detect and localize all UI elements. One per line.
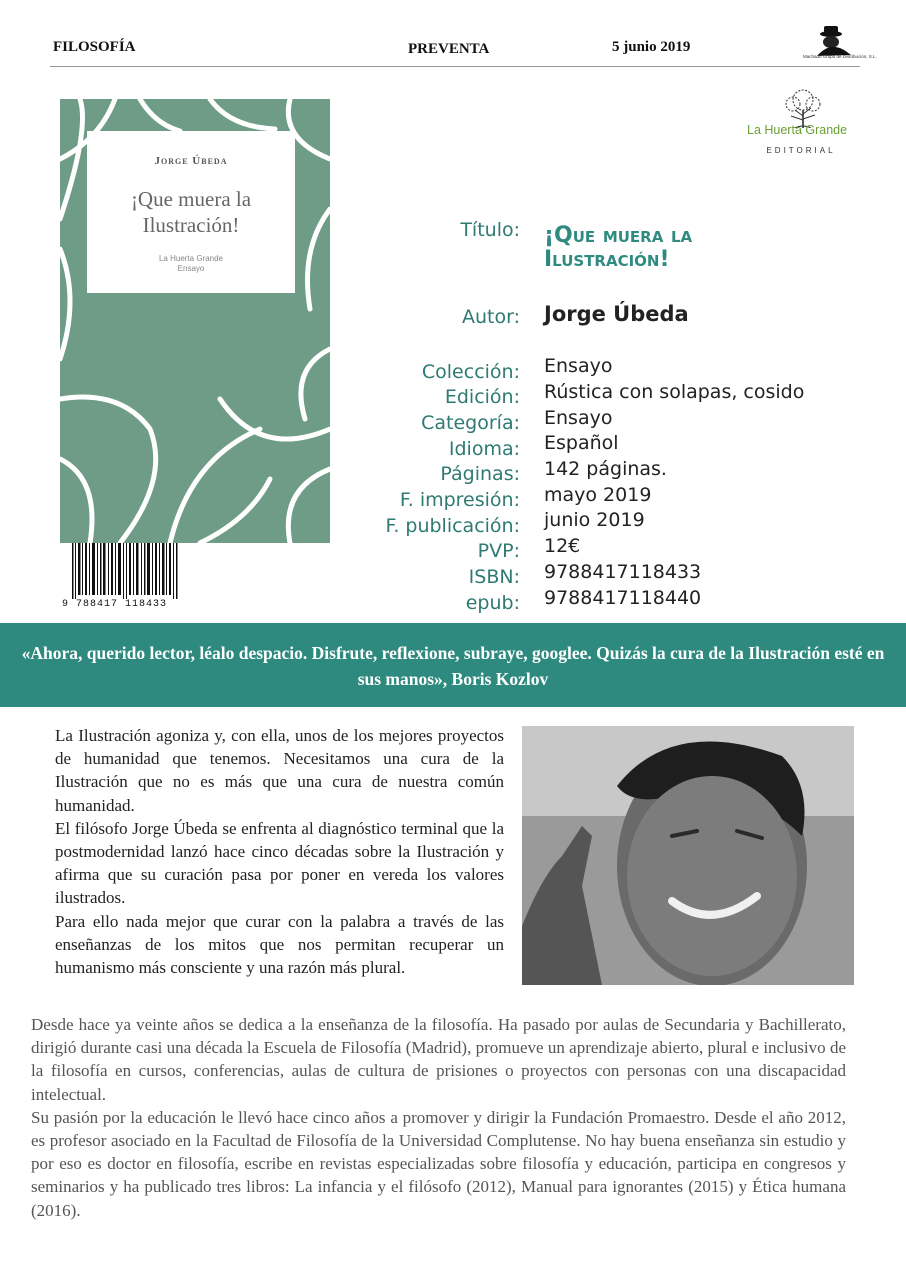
isbn-label: ISBN: xyxy=(468,566,520,588)
cover-publisher xyxy=(87,254,295,274)
cover-collection: Ensayo xyxy=(177,264,205,273)
quote-banner xyxy=(0,623,906,707)
edition-label: Edición: xyxy=(444,386,520,408)
cover-title: ¡Que muera la Ilustración! xyxy=(130,187,252,237)
title-value: ¡Que muera la Ilustración! xyxy=(544,223,693,272)
header-rule xyxy=(50,66,860,67)
collection-value: Ensayo xyxy=(544,355,613,377)
author-bio xyxy=(31,1013,846,1222)
publication-date-label: F. publicación: xyxy=(385,515,520,537)
publisher-logo xyxy=(745,86,860,162)
cover-label-box xyxy=(87,131,295,293)
pages-label: Páginas: xyxy=(440,463,520,485)
category-label: Categoría: xyxy=(421,412,520,434)
publication-date-value: junio 2019 xyxy=(544,509,645,531)
description-paragraph: La Ilustración agoniza y, con ella, unos de los mejores proyectos de humanidad que tenemos. Necesitamos una cura de la Ilustración que no es más que una cura de nuestra común humanidad. xyxy=(55,726,504,815)
language-label: Idioma: xyxy=(448,438,520,460)
distributor-logo xyxy=(803,22,877,64)
description-paragraph: El filósofo Jorge Úbeda se enfrenta al diagnóstico terminal que la postmodernidad lanzó hace cinco décadas sobre la Ilustración y afirma que su curación pasa por poner en vereda los valores ilustrados. xyxy=(55,818,504,908)
author-photo xyxy=(522,726,854,985)
print-date-value: mayo 2019 xyxy=(544,484,652,506)
publisher-name-part2: Grande xyxy=(805,123,848,137)
epub-label: epub: xyxy=(465,592,520,614)
edition-value: Rústica con solapas, cosido xyxy=(544,381,805,403)
cover-author: Jorge Úbeda xyxy=(154,155,228,167)
price-label: PVP: xyxy=(477,540,520,562)
author-portrait-icon xyxy=(522,726,854,985)
tree-icon xyxy=(781,86,825,128)
header-status: PREVENTA xyxy=(408,41,490,57)
header-category: FILOSOFÍA xyxy=(53,39,136,55)
book-description xyxy=(55,724,504,979)
publisher-subtitle: EDITORIAL xyxy=(766,146,836,155)
price-value: 12€ xyxy=(544,535,581,557)
header-date: 5 junio 2019 xyxy=(612,39,691,55)
title-label: Título: xyxy=(460,219,520,241)
language-value: Español xyxy=(544,432,619,454)
barcode xyxy=(62,543,190,599)
collection-label: Colección: xyxy=(421,361,520,383)
category-value: Ensayo xyxy=(544,407,613,429)
barcode-number: 9 788417 118433 xyxy=(62,599,168,610)
publisher-name-part1: La Huerta xyxy=(747,123,802,137)
isbn-value: 9788417118433 xyxy=(544,561,702,583)
bio-paragraph: Su pasión por la educación le llevó hace cinco años a promover y dirigir la Fundación Promaestro. Desde el año 2012, es profesor asociado en la Facultad de Filosofía de la Universidad Complutense. No hay buena enseñanza sin estudio y por eso es doctor en filosofía, escribe en revistas especializadas sobre filosofía y educación, participa en congresos y seminarios y ha publicado tres libros: La infancia y el filósofo (2012), Manual para ignorantes (2015) y Ética humana (2016). xyxy=(31,1107,846,1220)
epub-value: 9788417118440 xyxy=(544,587,702,609)
quote-text: «Ahora, querido lector, léalo despacio. Disfrute, reflexione, subraye, googlee. Quizás la cura de la Ilustración esté en sus manos», Boris Kozlov xyxy=(21,643,885,689)
bio-paragraph: Desde hace ya veinte años se dedica a la enseñanza de la filosofía. Ha pasado por aulas de Secundaria y Bachillerato, dirigió durante casi una década la Escuela de Filosofía (Madrid), promueve un aprendizaje abierto, plural e inclusivo de la filosofía en cursos, conferencias, aulas de cultura de prisiones o proyectos con personas con una discapacidad intelectual. xyxy=(31,1015,846,1104)
print-date-label: F. impresión: xyxy=(399,489,520,511)
book-cover xyxy=(60,99,330,543)
distributor-logo-text: Machado Grupo de Distribución, S.L. xyxy=(803,54,877,59)
pages-value: 142 páginas. xyxy=(544,458,667,480)
cover-publisher-name: La Huerta Grande xyxy=(158,254,224,263)
description-paragraph: Para ello nada mejor que curar con la palabra a través de las enseñanzas de los mitos que nos permitan recuperar un humanismo más consciente y una razón más plural. xyxy=(55,911,504,978)
author-label: Autor: xyxy=(462,306,520,328)
author-value: Jorge Úbeda xyxy=(544,302,689,326)
